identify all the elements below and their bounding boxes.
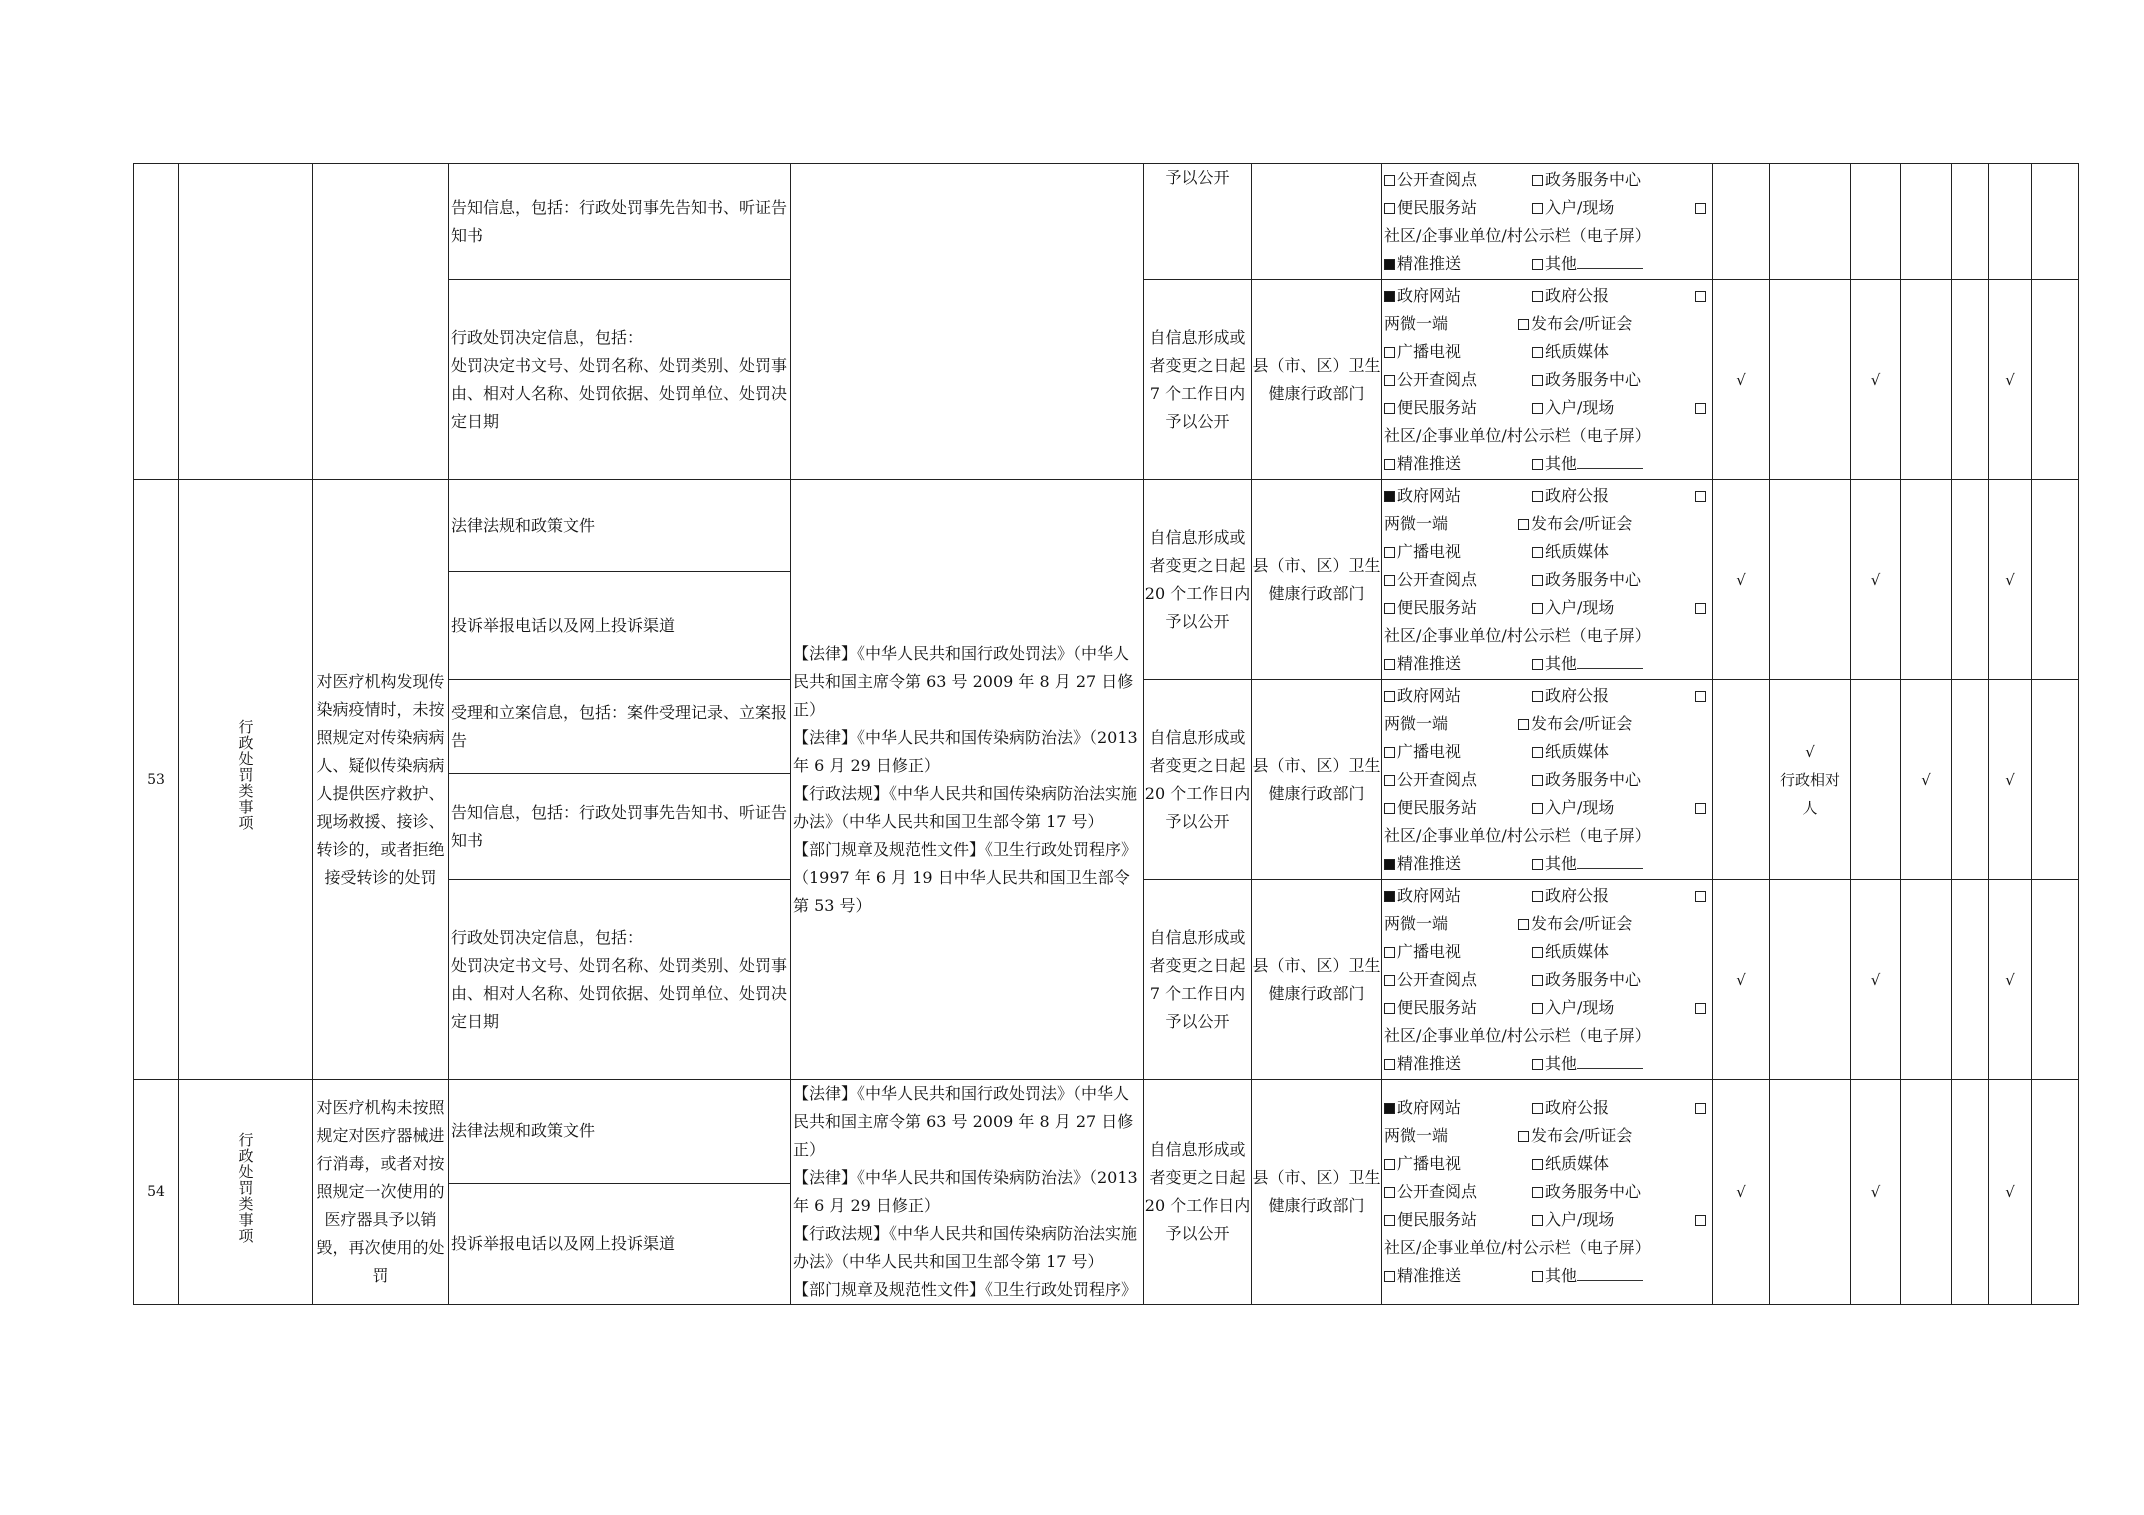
- check-mark: √: [1851, 880, 1901, 1080]
- content-cell: 法律法规和政策文件: [449, 1080, 791, 1184]
- basis-cell: [791, 164, 1144, 480]
- checkbox-tv: [1384, 347, 1395, 358]
- table-row: [134, 480, 2079, 572]
- checkbox-tv: [1384, 1159, 1395, 1170]
- checkbox-gov-site: [1384, 691, 1395, 702]
- checkbox-reading: [1384, 575, 1395, 586]
- dept-cell: 县（市、区）卫生 健康行政部门: [1252, 680, 1382, 880]
- checkbox-precise: [1384, 459, 1395, 470]
- checkbox-other: [1532, 459, 1543, 470]
- checkbox-door: [1532, 403, 1543, 414]
- checkbox-gov-gazette: [1532, 491, 1543, 502]
- content-cell: 行政处罚决定信息，包括： 处罚决定书文号、处罚名称、处罚类别、处罚事由、相对人名称、处罚依据、处罚单位、处罚决定日期: [449, 280, 791, 480]
- checkbox-board: [1695, 203, 1706, 214]
- checkbox-board: [1695, 1003, 1706, 1014]
- basis-cell: 【法律】《中华人民共和国行政处罚法》（中华人民共和国主席令第 63 号 2009 年 8 月 27 日修正） 【法律】《中华人民共和国传染病防治法》（2013 年 6 月 29 日修正） 【行政法规】《中华人民共和国传染病防治法实施办法》（中华人民共和国卫生部令第 17 号） 【部门规章及规范性文件】《卫生行政处罚程序》: [791, 1080, 1144, 1305]
- content-cell: 投诉举报电话以及网上投诉渠道: [449, 572, 791, 680]
- checkbox-reading: [1384, 1187, 1395, 1198]
- time-cell: 自信息形成或 者变更之日起 7 个工作日内 予以公开: [1144, 280, 1252, 480]
- channel-cell: 政府网站 政府公报 两微一端 发布会/听证会 广播电视 纸质媒体 公开查阅点 政务服务中心 便民服务站 入户/现场 社区/企事业单位/村公示栏（电子屏） 精准推送 其他: [1382, 680, 1713, 880]
- checkbox-two-one: [1695, 891, 1706, 902]
- checkbox-other: [1532, 1271, 1543, 1282]
- check-mark: √: [1989, 1080, 2032, 1305]
- checkbox-door: [1532, 1215, 1543, 1226]
- checkbox-reading: [1384, 175, 1395, 186]
- checkbox-gov-site-checked: [1384, 1103, 1395, 1114]
- channel-cell: 政府网站 政府公报 两微一端 发布会/听证会 广播电视 纸质媒体 公开查阅点 政务服务中心 便民服务站 入户/现场 社区/企事业单位/村公示栏（电子屏） 精准推送 其他: [1382, 480, 1713, 680]
- checkbox-convenience: [1384, 1003, 1395, 1014]
- checkbox-tv: [1384, 747, 1395, 758]
- type-cell: [179, 164, 313, 480]
- checkbox-two-one: [1695, 291, 1706, 302]
- checkbox-paper: [1532, 947, 1543, 958]
- check-mark: √: [1901, 680, 1952, 880]
- checkbox-board: [1695, 1215, 1706, 1226]
- content-cell: 投诉举报电话以及网上投诉渠道: [449, 1183, 791, 1305]
- checkbox-convenience: [1384, 1215, 1395, 1226]
- checkbox-two-one: [1695, 691, 1706, 702]
- channel-cell: 公开查阅点 政务服务中心 便民服务站 入户/现场 社区/企事业单位/村公示栏（电子屏） 精准推送 其他: [1382, 164, 1713, 280]
- basis-cell: 【法律】《中华人民共和国行政处罚法》（中华人民共和国主席令第 63 号 2009 年 8 月 27 日修正） 【法律】《中华人民共和国传染病防治法》（2013 年 6 月 29 日修正） 【行政法规】《中华人民共和国传染病防治法实施办法》（中华人民共和国卫生部令第 17 号） 【部门规章及规范性文件】《卫生行政处罚程序》（1997 年 6 月 19 日中华人民共和国卫生部令第 53 号）: [791, 480, 1144, 1080]
- dept-cell: 县（市、区）卫生 健康行政部门: [1252, 880, 1382, 1080]
- dept-cell: 县（市、区）卫生 健康行政部门: [1252, 280, 1382, 480]
- checkbox-board: [1695, 603, 1706, 614]
- dept-cell: [1252, 164, 1382, 280]
- checkbox-tv: [1384, 947, 1395, 958]
- checkbox-convenience: [1384, 203, 1395, 214]
- time-cell: 自信息形成或 者变更之日起 20 个工作日内 予以公开: [1144, 1080, 1252, 1305]
- check-mark: √: [1851, 1080, 1901, 1305]
- checkbox-paper: [1532, 747, 1543, 758]
- checkbox-reading: [1384, 775, 1395, 786]
- checkbox-board: [1695, 803, 1706, 814]
- checkbox-board: [1695, 403, 1706, 414]
- disclosure-table: [133, 163, 2079, 1305]
- check-mark: √: [1989, 480, 2032, 680]
- checkbox-precise: [1384, 1271, 1395, 1282]
- checkbox-service-center: [1532, 975, 1543, 986]
- content-cell: 法律法规和政策文件: [449, 480, 791, 572]
- seq-cell: [134, 164, 179, 480]
- channel-cell: 政府网站 政府公报 两微一端 发布会/听证会 广播电视 纸质媒体 公开查阅点 政务服务中心 便民服务站 入户/现场 社区/企事业单位/村公示栏（电子屏） 精准推送 其他: [1382, 880, 1713, 1080]
- checkbox-press: [1518, 1131, 1529, 1142]
- checkbox-convenience: [1384, 803, 1395, 814]
- checkbox-paper: [1532, 1159, 1543, 1170]
- time-cell: 自信息形成或 者变更之日起 20 个工作日内 予以公开: [1144, 680, 1252, 880]
- checkbox-tv: [1384, 547, 1395, 558]
- content-cell: 告知信息，包括：行政处罚事先告知书、听证告知书: [449, 774, 791, 880]
- channel-cell: 政府网站 政府公报 两微一端 发布会/听证会 广播电视 纸质媒体 公开查阅点 政务服务中心 便民服务站 入户/现场 社区/企事业单位/村公示栏（电子屏） 精准推送 其他: [1382, 280, 1713, 480]
- item-name: 对医疗机构未按照规定对医疗器械进行消毒，或者对按照规定一次使用的医疗器具予以销毁，再次使用的处罚: [313, 1080, 449, 1305]
- checkbox-precise: [1384, 659, 1395, 670]
- checkbox-other: [1532, 1059, 1543, 1070]
- check-mark: √: [1851, 480, 1901, 680]
- checkbox-reading: [1384, 975, 1395, 986]
- time-cell: 自信息形成或 者变更之日起 7 个工作日内 予以公开: [1144, 880, 1252, 1080]
- checkbox-service-center: [1532, 175, 1543, 186]
- dept-cell: 县（市、区）卫生 健康行政部门: [1252, 480, 1382, 680]
- checkbox-gov-site-checked: [1384, 291, 1395, 302]
- checkbox-service-center: [1532, 1187, 1543, 1198]
- seq-number: 53: [134, 480, 179, 1080]
- content-cell: 告知信息，包括：行政处罚事先告知书、听证告知书: [449, 164, 791, 280]
- checkbox-convenience: [1384, 603, 1395, 614]
- checkbox-gov-gazette: [1532, 1103, 1543, 1114]
- blank-line: [1577, 254, 1643, 269]
- checkbox-press: [1518, 519, 1529, 530]
- check-mark: √: [1989, 880, 2032, 1080]
- checkbox-precise: [1384, 1059, 1395, 1070]
- target-cell: √ 行政相对 人: [1770, 680, 1851, 880]
- check-mark: √: [1851, 280, 1901, 480]
- checkbox-gov-site-checked: [1384, 491, 1395, 502]
- content-cell: 受理和立案信息，包括：案件受理记录、立案报告: [449, 680, 791, 774]
- checkbox-press: [1518, 319, 1529, 330]
- check-mark: √: [1805, 742, 1815, 761]
- checkbox-gov-gazette: [1532, 891, 1543, 902]
- checkbox-door: [1532, 203, 1543, 214]
- check-mark: √: [1713, 1080, 1770, 1305]
- item-name-cell: [313, 164, 449, 480]
- checkbox-reading: [1384, 375, 1395, 386]
- dept-cell: 县（市、区）卫生 健康行政部门: [1252, 1080, 1382, 1305]
- checkbox-gov-site-checked: [1384, 891, 1395, 902]
- check-mark: √: [1989, 280, 2032, 480]
- check-mark: √: [1713, 880, 1770, 1080]
- checkbox-precise-checked: [1384, 259, 1395, 270]
- check-mark: √: [1989, 680, 2032, 880]
- checkbox-door: [1532, 803, 1543, 814]
- checkbox-other: [1532, 259, 1543, 270]
- checkbox-two-one: [1695, 491, 1706, 502]
- checkbox-paper: [1532, 347, 1543, 358]
- item-type: 行政处罚类事项: [179, 480, 313, 1080]
- checkbox-press: [1518, 719, 1529, 730]
- checkbox-door: [1532, 1003, 1543, 1014]
- table-row: [134, 1080, 2079, 1184]
- checkbox-other: [1532, 659, 1543, 670]
- item-name: 对医疗机构发现传染病疫情时，未按照规定对传染病病人、疑似传染病病人提供医疗救护、现场救援、接诊、转诊的，或者拒绝接受转诊的处罚: [313, 480, 449, 1080]
- checkbox-gov-gazette: [1532, 691, 1543, 702]
- check-mark: √: [1713, 280, 1770, 480]
- checkbox-convenience: [1384, 403, 1395, 414]
- item-type: 行政处罚类事项: [179, 1080, 313, 1305]
- checkbox-paper: [1532, 547, 1543, 558]
- check-mark: √: [1713, 480, 1770, 680]
- checkbox-two-one: [1695, 1103, 1706, 1114]
- checkbox-door: [1532, 603, 1543, 614]
- checkbox-other: [1532, 859, 1543, 870]
- checkbox-precise-checked: [1384, 859, 1395, 870]
- checkbox-service-center: [1532, 375, 1543, 386]
- checkbox-press: [1518, 919, 1529, 930]
- checkbox-gov-gazette: [1532, 291, 1543, 302]
- time-cell: 予以公开: [1144, 164, 1252, 280]
- checkbox-service-center: [1532, 575, 1543, 586]
- checkbox-service-center: [1532, 775, 1543, 786]
- table-row: [134, 164, 2079, 280]
- content-cell: 行政处罚决定信息，包括： 处罚决定书文号、处罚名称、处罚类别、处罚事由、相对人名称、处罚依据、处罚单位、处罚决定日期: [449, 880, 791, 1080]
- seq-number: 54: [134, 1080, 179, 1305]
- channel-cell: 政府网站 政府公报 两微一端 发布会/听证会 广播电视 纸质媒体 公开查阅点 政务服务中心 便民服务站 入户/现场 社区/企事业单位/村公示栏（电子屏） 精准推送 其他: [1382, 1080, 1713, 1305]
- time-cell: 自信息形成或 者变更之日起 20 个工作日内 予以公开: [1144, 480, 1252, 680]
